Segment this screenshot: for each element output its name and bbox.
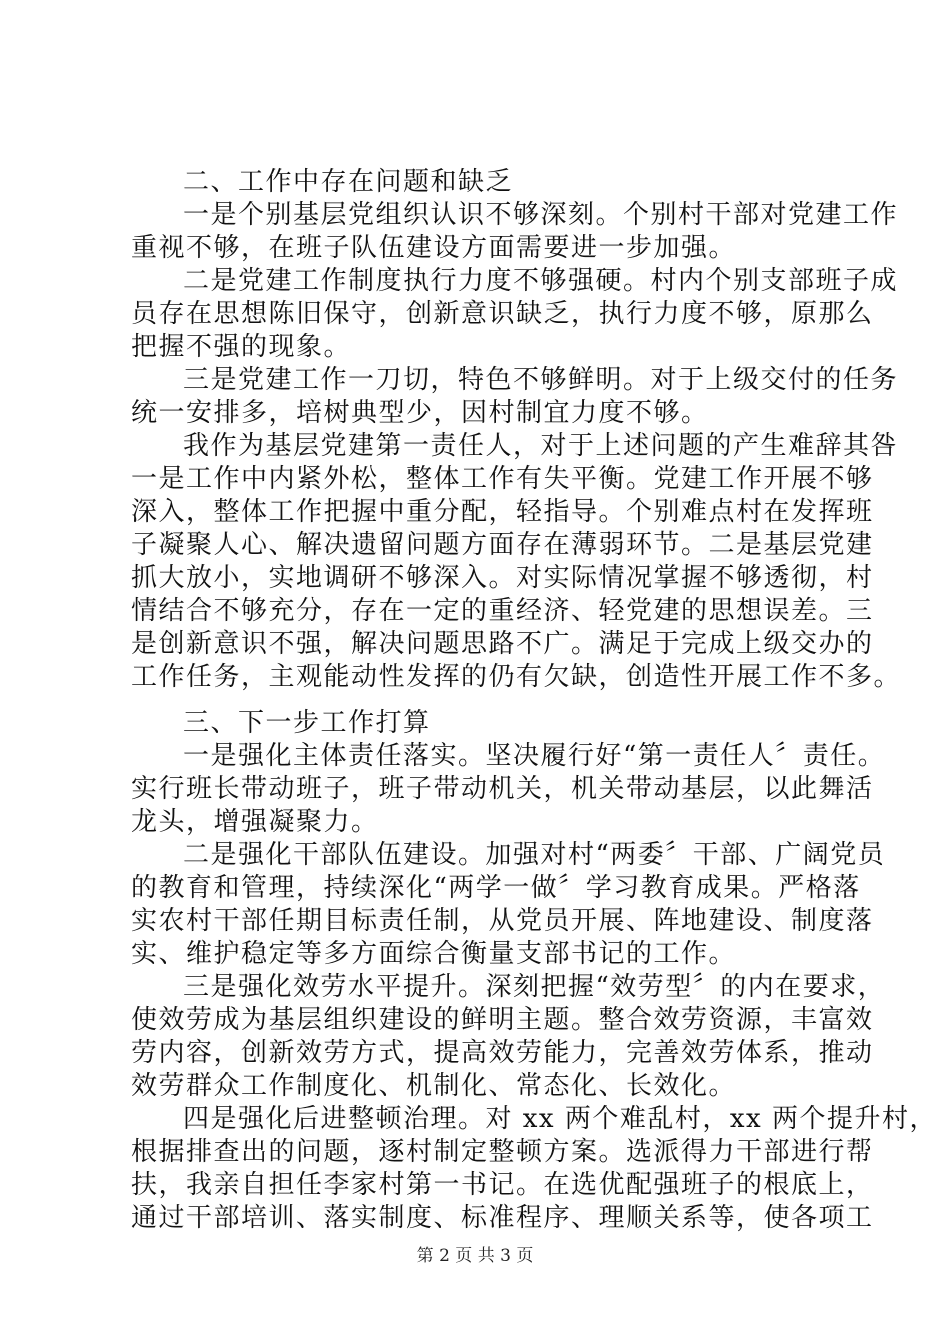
- paragraph-line: 统一安排多，培树典型少，因村制宜力度不够。: [131, 398, 709, 428]
- paragraph-line: 三是党建工作一刀切，特色不够鲜明。对于上级交付的任务: [183, 365, 899, 395]
- paragraph-line: 实行班长带动班子，班子带动机关，机关带动基层，以此舞活: [131, 774, 874, 804]
- paragraph-line: 子凝聚人心、解决遗留问题方面存在薄弱环节。二是基层党建: [131, 530, 874, 560]
- paragraph-line: 一是工作中内紧外松，整体工作有失平衡。党建工作开展不够: [131, 464, 874, 494]
- page-number-footer: 第 2 页 共 3 页: [416, 1246, 534, 1266]
- paragraph-line: 深入，整体工作把握中重分配，轻指导。个别难点村在发挥班: [131, 497, 874, 527]
- paragraph-line: 重视不够，在班子队伍建设方面需要进一步加强。: [131, 233, 737, 263]
- paragraph-line: 效劳群众工作制度化、机制化、常态化、长效化。: [131, 1071, 737, 1101]
- paragraph-line: 通过干部培训、落实制度、标准程序、理顺关系等，使各项工: [131, 1203, 874, 1233]
- paragraph-line: 使效劳成为基层组织建设的鲜明主题。整合效劳资源，丰富效: [131, 1005, 874, 1035]
- paragraph-line: 员存在思想陈旧保守，创新意识缺乏，执行力度不够，原那么: [131, 299, 874, 329]
- section-heading: 二、工作中存在问题和缺乏: [183, 167, 514, 197]
- paragraph-line: 四是强化后进整顿治理。对 xx 两个难乱村，xx 两个提升村，: [183, 1104, 937, 1134]
- paragraph-line: 把握不强的现象。: [131, 332, 352, 362]
- section-heading: 三、下一步工作打算: [183, 708, 431, 738]
- paragraph-line: 工作任务，主观能动性发挥的仍有欠缺，创造性开展工作不多。: [131, 662, 902, 692]
- paragraph-line: 三是强化效劳水平提升。深刻把握“效劳型〞的内在要求，: [183, 972, 886, 1002]
- paragraph-line: 抓大放小，实地调研不够深入。对实际情况掌握不够透彻，村: [131, 563, 874, 593]
- paragraph-line: 扶，我亲自担任李家村第一书记。在选优配强班子的根底上，: [131, 1170, 874, 1200]
- paragraph-line: 一是个别基层党组织认识不够深刻。个别村干部对党建工作: [183, 200, 899, 230]
- paragraph-line: 的教育和管理，持续深化“两学一做〞学习教育成果。严格落: [131, 873, 861, 903]
- paragraph-line: 龙头，增强凝聚力。: [131, 807, 379, 837]
- paragraph-line: 情结合不够充分，存在一定的重经济、轻党建的思想误差。三: [131, 596, 874, 626]
- paragraph-line: 是创新意识不强，解决问题思路不广。满足于完成上级交办的: [131, 629, 874, 659]
- paragraph-line: 我作为基层党建第一责任人，对于上述问题的产生难辞其咎: [183, 431, 899, 461]
- section-spacer: [131, 694, 851, 707]
- paragraph-line: 实、维护稳定等多方面综合衡量支部书记的工作。: [131, 939, 737, 969]
- paragraph-line: 二是强化干部队伍建设。加强对村“两委〞干部、广阔党员: [183, 840, 886, 870]
- paragraph-line: 二是党建工作制度执行力度不够强硬。村内个别支部班子成: [183, 266, 899, 296]
- paragraph-line: 一是强化主体责任落实。坚决履行好“第一责任人〞责任。: [183, 741, 886, 771]
- paragraph-line: 根据排查出的问题，逐村制定整顿方案。选派得力干部进行帮: [131, 1137, 874, 1167]
- paragraph-line: 实农村干部任期目标责任制，从党员开展、阵地建设、制度落: [131, 906, 874, 936]
- paragraph-line: 劳内容，创新效劳方式，提高效劳能力，完善效劳体系，推动: [131, 1038, 874, 1068]
- document-body: [131, 166, 937, 1235]
